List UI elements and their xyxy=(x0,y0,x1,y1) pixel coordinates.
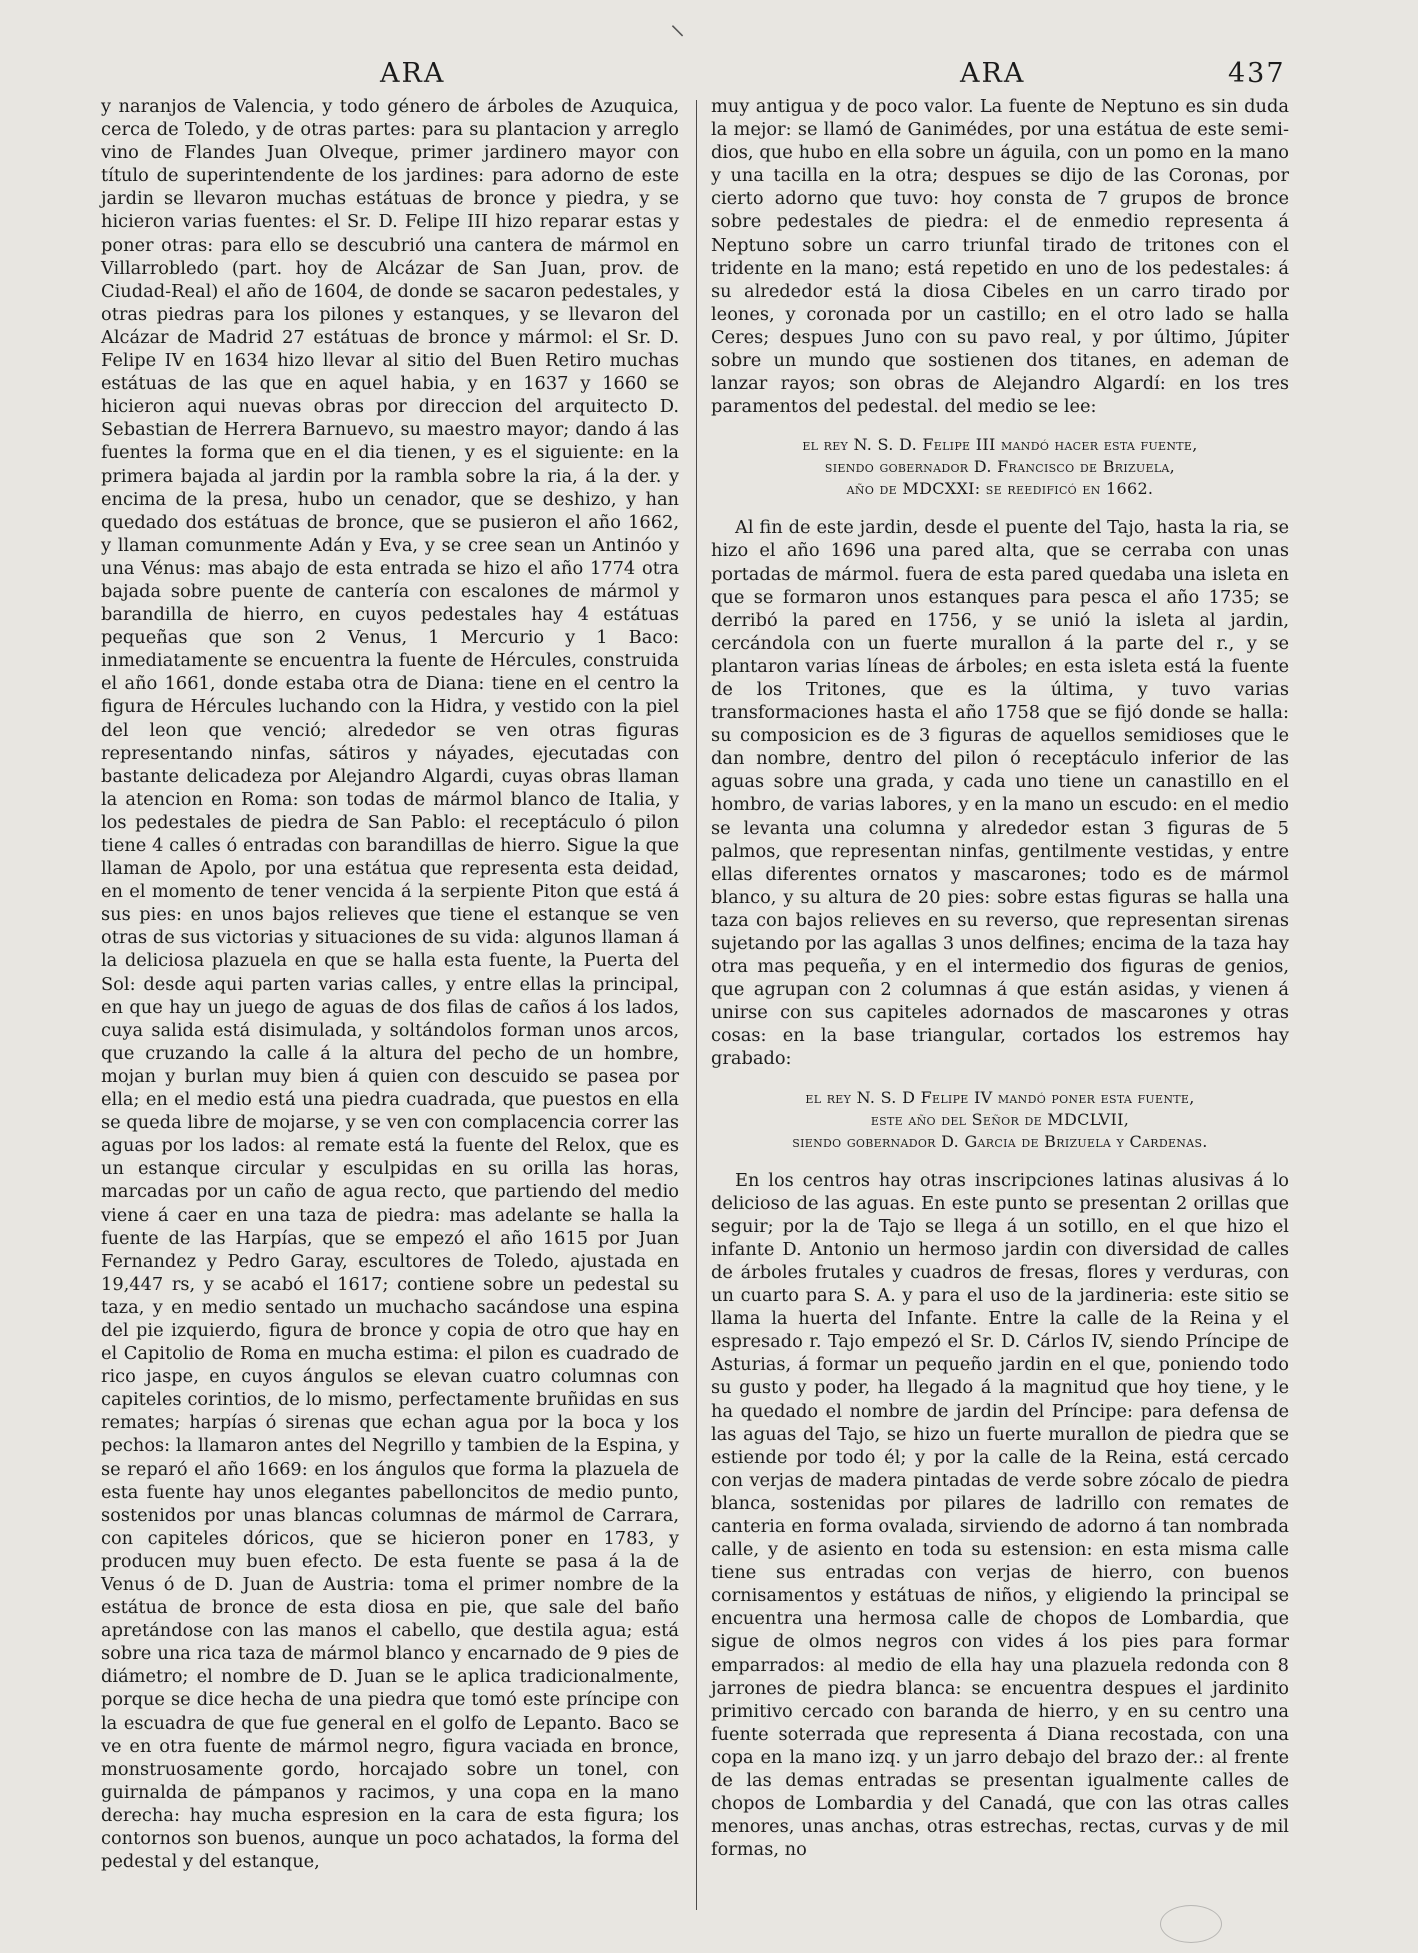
inscription-line: este año del Señor de MDCLVII, xyxy=(870,1109,1130,1129)
inscription-felipe-iv xyxy=(711,1087,1289,1153)
running-header-right: ARA xyxy=(960,58,1026,89)
right-paragraph-3: En los centros hay otras inscripciones latinas alusivas á lo delicioso de las aguas. En este punto se presentan 2 orillas que seguir; por la de Tajo se llega á un sotillo, en el que hizo el infante D. Antonio un hermoso jardin con diversidad de calles de árboles frutales y cuadros de fresas, flores y verduras, con un cuarto para S. A. y para el uso de la jardineria: este sitio se llama la huerta del Infante. Entre la calle de la Reina y el espresado r. Tajo empezó el Sr. D. Cárlos IV, siendo Príncipe de Asturias, á formar un pequeño jardin en el que, poniendo todo su gusto y poder, ha llegado á la magnitud que hoy tiene, y le ha quedado el nombre de jardin del Príncipe: para defensa de las aguas del Tajo, se hizo un fuerte murallon de piedra que se estiende por todo él; y por la calle de la Reina, está cercado con verjas de madera pintadas de verde sobre zócalo de piedra blanca, sostenidas por pilares de ladrillo con remates de canteria en forma ovalada, sirviendo de adorno á tan nombrada calle, y de asiento en toda su estension: en esta misma calle tiene sus entradas con verjas de hierro, con buenos cornisamentos y estátuas de niños, y eligiendo la principal se encuentra una hermosa calle de chopos de Lombardia, que sigue de olmos negros con vides á los pies para formar emparrados: al medio de ella hay una plazuela redonda con 8 jarrones de piedra blanca: se encuentra despues el jardinito primitivo cercado con baranda de hierro, y en su centro una fuente soterrada que representa á Diana recostada, con una copa en la mano izq. y un jarro debajo del brazo der.: al frente de las demas entradas se presentan igualmente calles de chopos de Lombardia y del Canadá, que con las otras calles menores, unas anchas, otras estrechas, rectas, curvas y de mil formas, no xyxy=(711,1169,1289,1861)
inscription-felipe-iii xyxy=(711,434,1289,500)
right-paragraph-1: muy antigua y de poco valor. La fuente de Neptuno es sin duda la mejor: se llamó de Ganimédes, por una estátua de este semi-dios, que hubo en ella sobre un águila, con un pomo en la mano y una tacilla en la otra; despues se dijo de las Coronas, por cierto adorno que tuvo: hoy consta de 7 grupos de bronce sobre pedestales de piedra: el de enmedio representa á Neptuno sobre un carro triunfal tirado de tritones con el tridente en la mano; está repetido en uno de los pedestales: á su alrededor está la diosa Cibeles en un carro tirado por leones, y coronada por un castillo; en el otro lado se halla Ceres; despues Juno con su pavo real, y por último, Júpiter sobre un mundo que sostienen dos titanes, en ademan de lanzar rayos; son obras de Alejandro Algardí: en los tres paramentos del pedestal. del medio se lee: xyxy=(711,96,1289,418)
inscription-line: siendo gobernador D. Francisco de Brizuela, xyxy=(824,457,1176,477)
column-divider xyxy=(696,100,697,1910)
right-paragraph-2: Al fin de este jardin, desde el puente del Tajo, hasta la ria, se hizo el año 1696 una pared alta, que se cerraba con unas portadas de mármol. fuera de esta pared quedaba una isleta en que se formaron unos estanques para pesca el año 1735; se derribó la pared en 1756, y se unió la isleta al jardin, cercándola con un fuerte murallon á la parte del r., y se plantaron varias líneas de árboles; en esta isleta está la fuente de los Tritones, que es la última, y tuvo varias transformaciones hasta el año 1758 que se fijó donde se halla: su composicion es de 3 figuras de aquellos semidioses que le dan nombre, dentro del pilon ó receptáculo inferior de las aguas sobre una grada, y cada uno tiene un canastillo en el hombro, de varias labores, y en la mano un escudo: en el medio se levanta una columna y alrededor estan 3 figuras de 5 palmos, que representan ninfas, gentilmente vestidas, y entre ellas diferentes ornatos y mascarones; todo es de mármol blanco, y su altura de 20 pies: sobre estas figuras se halla una taza con bajos relieves en su reverso, que representan sirenas sujetando por las agallas 3 unos delfines; encima de la taza hay otra mas pequeña, y en el intermedio dos figuras de genios, que agrupan con 2 columnas á que están asidas, y vienen á unirse con sus capiteles adornados de mascarones y otras cosas: en la base triangular, cortados los estremos hay grabado: xyxy=(711,517,1289,1070)
right-column xyxy=(711,95,1289,1861)
page-number: 437 xyxy=(1228,58,1286,89)
inscription-line: año de MDCXXI: se reedificó en 1662. xyxy=(846,479,1154,499)
left-paragraph: y naranjos de Valencia, y todo género de árboles de Azuquica, cerca de Toledo, y de otras partes: para su plantacion y arreglo vino de Flandes Juan Olveque, primer jardinero mayor con título de superintendente de los jardines: para adorno de este jardin se llevaron muchas estátuas de bronce y piedra, y se hicieron varias fuentes: el Sr. D. Felipe III hizo reparar estas y poner otras: para ello se descubrió una cantera de mármol en Villarrobledo (part. hoy de Alcázar de San Juan, prov. de Ciudad-Real) el año de 1604, de donde se sacaron pedestales, y otras piedras para los pilones y estanques, y se llevaron del Alcázar de Madrid 27 estátuas de bronce y mármol: el Sr. D. Felipe IV en 1634 hizo llevar al sitio del Buen Retiro muchas estátuas de las que en aquel habia, y en 1637 y 1660 se hicieron aqui nuevas obras por direccion del arquitecto D. Sebastian de Herrera Barnuevo, su maestro mayor; dando á las fuentes la forma que en el dia tienen, y es el siguiente: en la primera bajada al jardin por la rambla sobre la ria, á la der. y encima de la presa, hubo un cenador, que se deshizo, y han quedado dos estátuas de bronce, que se pusieron el año 1662, y llaman comunmente Adán y Eva, y se cree sean un Antinóo y una Vénus: mas abajo de esta entrada se hizo el año 1774 otra bajada sobre puente de cantería con escalones de mármol y barandilla de hierro, en cuyos pedestales hay 4 estátuas pequeñas que son 2 Venus, 1 Mercurio y 1 Baco: inmediatamente se encuentra la fuente de Hércules, construida el año 1661, donde estaba otra de Diana: tiene en el centro la figura de Hércules luchando con la Hidra, y vestido con la piel del leon que venció; alrededor se ven otras figuras representando ninfas, sátiros y náyades, ejecutadas con bastante delicadeza por Alejandro Algardi, cuyas obras llaman la atencion en Roma: son todas de mármol blanco de Italia, y los pedestales de piedra de San Pablo: el receptáculo ó pilon tiene 4 calles ó entradas con barandillas de hierro. Sigue la que llaman de Apolo, por una estátua que representa esta deidad, en el momento de tener vencida á la serpiente Piton que está á sus pies: en unos bajos relieves que tiene el estanque se ven otras de sus victorias y situaciones de su vida: algunos llaman á la deliciosa plazuela en que se halla esta fuente, la Puerta del Sol: desde aqui parten varias calles, y entre ellas la principal, en que hay un juego de aguas de dos filas de caños á los lados, cuya salida está disimulada, y soltándolos forman unos arcos, que cruzando la calle á la altura del pecho de un hombre, mojan y burlan muy bien á quien con descuido se pasea por ella; en el medio está una piedra cuadrada, que puestos en ella se queda libre de mojarse, y se ven con complacencia correr las aguas por los lados: al remate está la fuente del Relox, que es un estanque circular y esculpidas en su orilla las horas, marcadas por un caño de agua recto, que partiendo del medio viene á caer en una taza de piedra: mas adelante se halla la fuente de las Harpías, que se empezó el año 1615 por Juan Fernandez y Pedro Garay, escultores de Toledo, ajustada en 19,447 rs, y se acabó el 1617; contiene sobre un pedestal su taza, y en medio sentado un muchacho sacándose una espina del pie izquierdo, figura de bronce y copia de otro que hay en el Capitolio de Roma en mucha estima: el pilon es cuadrado de rico jaspe, en cuyos ángulos se elevan cuatro columnas con capiteles corintios, de lo mismo, perfectamente bruñidas en sus remates; harpías ó sirenas que echan agua por la boca y los pechos: la llamaron antes del Negrillo y tambien de la Espina, y se reparó el año 1669: en los ángulos que forma la plazuela de esta fuente hay unos elegantes pabelloncitos de medio punto, sostenidos por unas blancas columnas de mármol de Carrara, con capiteles dóricos, que se hicieron poner en 1783, y producen muy buen efecto. De esta fuente se pasa á la de Venus ó de D. Juan de Austria: toma el primer nombre de la estátua de bronce de esta diosa en pie, que sale del baño apretándose con las manos el cabello, que destila agua; está sobre una rica taza de mármol blanco y encarnado de 9 pies de diámetro; el nombre de D. Juan se le aplica tradicionalmente, porque se dice hecha de una piedra que tomó este príncipe con la escuadra de que fue general en el golfo de Lepanto. Baco se ve en otra fuente de mármol negro, figura vaciada en bronce, monstruosamente gordo, horcajado sobre un tonel, con guirnalda de pámpanos y racimos, y una copa en la mano derecha: hay mucha espresion en la cara de esta figura; los contornos son buenos, aunque un poco achatados, la forma del pedestal y del estanque, xyxy=(101,96,679,1873)
library-stamp-icon xyxy=(1160,1905,1222,1943)
inscription-line: el rey N. S. D. Felipe III mandó hacer esta fuente, xyxy=(802,435,1198,455)
left-column xyxy=(101,95,679,1873)
running-header-left: ARA xyxy=(380,58,446,89)
inscription-line: siendo gobernador D. Garcia de Brizuela y Cardenas. xyxy=(792,1131,1208,1151)
inscription-line: el rey N. S. D Felipe IV mandó poner esta fuente, xyxy=(805,1087,1195,1107)
ink-smudge-icon: ⸜ xyxy=(670,7,685,42)
